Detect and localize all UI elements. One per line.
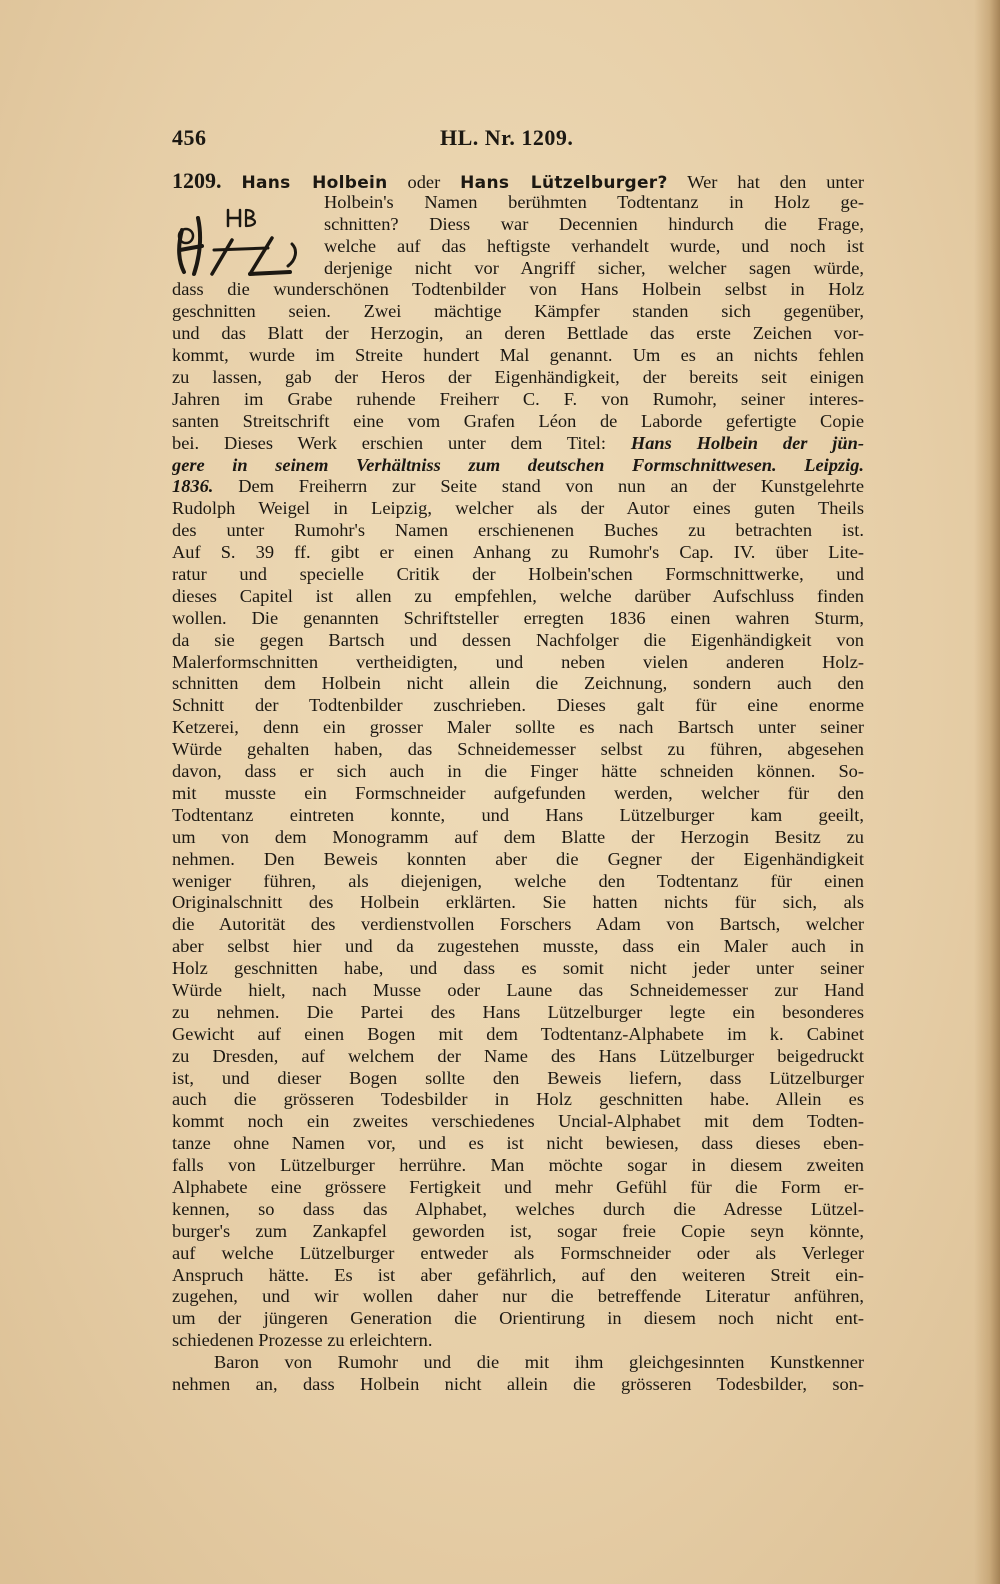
text-line: dieses Capitel ist allen zu empfehlen, welche darüber Aufschluss finden <box>172 585 864 606</box>
text-line: und das Blatt der Herzogin, an deren Bettlade das erste Zeichen vor- <box>172 323 864 344</box>
text-line: Holbein's Namen berühmten Todtentanz in Holz ge- <box>324 191 864 212</box>
text-line-with-year <box>172 476 864 498</box>
text-line: dass die wunderschönen Todtenbilder von Hans Holbein selbst in Holz <box>172 279 864 300</box>
text-line: schnitten? Diess war Decennien hindurch die Frage, <box>324 213 864 234</box>
text-line: Wer hat den unter <box>687 172 864 192</box>
text-line: wollen. Die genannten Schriftsteller erregten 1836 einen wahren Sturm, <box>172 607 864 628</box>
text-line: auch die grösseren Todesbilder in Holz geschnitten habe. Allein es <box>172 1089 864 1110</box>
text-line: da sie gegen Bartsch und dessen Nachfolger die Eigenhändigkeit von <box>172 629 864 650</box>
paragraph2-line: nehmen an, dass Holbein nicht allein die grösseren Todesbilder, son- <box>172 1373 864 1394</box>
text-line: welche auf das heftigste verhandelt wurde, und noch ist <box>324 235 864 256</box>
entry-connector: oder <box>407 172 441 192</box>
text-line: davon, dass er sich auch in die Finger hätte schneiden können. So- <box>172 761 864 782</box>
running-head: HL. Nr. 1209. <box>440 125 574 150</box>
text-line: Holz geschnitten habe, und dass es somit nicht jeder unter seiner <box>172 958 864 979</box>
entry-text <box>172 170 864 1396</box>
text-line: aber selbst hier und da zugestehen musste, dass ein Maler auch in <box>172 936 864 957</box>
text-line: derjenige nicht vor Angriff sicher, welcher sagen würde, <box>324 257 864 278</box>
text-line: weniger führen, als diejenigen, welche den Todtentanz für einen <box>172 870 864 891</box>
text-line: kommt, wurde im Streite hundert Mal genannt. Um es an nichts fehlen <box>172 345 864 366</box>
text-line: zugehen, und wir wollen daher nur die betreffende Literatur anführen, <box>172 1286 864 1307</box>
text-line-paragraph-end: schiedenen Prozesse zu erleichtern. <box>172 1330 433 1351</box>
text-segment: bei. Dieses Werk erschien unter dem Titel: <box>172 432 607 453</box>
text-line: Rudolph Weigel in Leipzig, welcher als der Autor eines guten Theils <box>172 498 864 519</box>
text-line-with-title <box>172 433 864 455</box>
work-title-continued: gere in seinem Verhältniss zum deutschen Formschnittwesen. Leipzig. <box>172 454 864 475</box>
text-line: Würde hielt, nach Musse oder Laune das Schneidemesser zur Hand <box>172 979 864 1000</box>
text-line: kennen, so dass das Alphabet, welches durch die Adresse Lützel- <box>172 1198 864 1219</box>
text-line: Gewicht auf einen Bogen mit dem Todtentanz-Alphabete im k. Cabinet <box>172 1023 864 1044</box>
text-line: Ketzerei, denn ein grosser Maler sollte es nach Bartsch unter seiner <box>172 717 864 738</box>
text-line: schnitten dem Holbein nicht allein die Zeichnung, sondern auch den <box>172 673 864 694</box>
text-line: Alphabete eine grössere Fertigkeit und mehr Gefühl für die Form er- <box>172 1176 864 1197</box>
text-line: Schnitt der Todtenbilder zuschrieben. Dieses galt für eine enorme <box>172 695 864 716</box>
text-line: ratur und specielle Critik der Holbein'schen Formschnittwerke, und <box>172 564 864 585</box>
text-line: zu lassen, gab der Heros der Eigenhändigkeit, der bereits seit einigen <box>172 367 864 388</box>
text-line: des unter Rumohr's Namen erschienenen Buches zu betrachten ist. <box>172 520 864 541</box>
work-year: 1836. <box>172 476 214 497</box>
text-line: Auf S. 39 ff. gibt er einen Anhang zu Rumohr's Cap. IV. über Lite- <box>172 542 864 563</box>
text-line: Todtentanz eintreten konnte, und Hans Lützelburger kam geeilt, <box>172 804 864 825</box>
entry-number: 1209. <box>172 170 222 192</box>
text-line: geschnitten seien. Zwei mächtige Kämpfer standen sich gegenüber, <box>172 301 864 322</box>
text-line: ist, und dieser Bogen sollte den Beweis liefern, dass Lützelburger <box>172 1067 864 1088</box>
text-line: nehmen. Den Beweis konnten aber die Gegner der Eigenhändigkeit <box>172 848 864 869</box>
text-segment: Dem Freiherrn zur Seite stand von nun an der Kunstgelehrte <box>238 476 864 497</box>
entry-first-line <box>172 170 864 192</box>
page-header <box>172 125 864 155</box>
work-title: Hans Holbein der jün- <box>630 432 864 453</box>
text-line: Anspruch hätte. Es ist aber gefährlich, auf den weiteren Streit ein- <box>172 1264 864 1285</box>
text-line: zu nehmen. Die Partei des Hans Lützelburger legte ein besonderes <box>172 1001 864 1022</box>
page-edge-shadow <box>974 0 1000 1584</box>
text-line: Originalschnitt des Holbein erklärten. Sie hatten nichts für sich, als <box>172 892 864 913</box>
text-line: die Autorität des verdienstvollen Forschers Adam von Bartsch, welcher <box>172 914 864 935</box>
text-line: falls von Lützelburger herrühre. Man möchte sogar in diesem zweiten <box>172 1155 864 1176</box>
text-line: kommt noch ein zweites verschiedenes Uncial-Alphabet mit dem Todten- <box>172 1111 864 1132</box>
text-line: santen Streitschrift eine vom Grafen Léon de Laborde gefertigte Copie <box>172 410 864 431</box>
text-line: um der jüngeren Generation die Orientirung in diesem noch nicht ent- <box>172 1308 864 1329</box>
text-line: tanze ohne Namen vor, und es ist nicht bewiesen, dass dieses eben- <box>172 1133 864 1154</box>
paragraph2-line: Baron von Rumohr und die mit ihm gleichgesinnten Kunstkenner <box>214 1352 864 1373</box>
entry-title-a: Hans Holbein <box>241 173 388 192</box>
text-line: Würde gehalten haben, das Schneidemesser selbst zu führen, abgesehen <box>172 739 864 760</box>
page-number: 456 <box>172 125 207 150</box>
text-line: mit musste ein Formschneider aufgefunden werden, welcher für den <box>172 782 864 803</box>
text-line: auf welche Lützelburger entweder als Formschneider oder als Verleger <box>172 1242 864 1263</box>
text-line: zu Dresden, auf welchem der Name des Hans Lützelburger beigedruckt <box>172 1045 864 1066</box>
text-line: burger's zum Zankapfel geworden ist, sogar freie Copie seyn könnte, <box>172 1220 864 1241</box>
entry-title-b: Hans Lützelburger? <box>460 173 668 192</box>
text-line: um von dem Monogramm auf dem Blatte der Herzogin Besitz zu <box>172 826 864 847</box>
text-line: Malerformschnitten vertheidigten, und neben vielen anderen Holz- <box>172 651 864 672</box>
text-line: Jahren im Grabe ruhende Freiherr C. F. von Rumohr, seiner interes- <box>172 388 864 409</box>
